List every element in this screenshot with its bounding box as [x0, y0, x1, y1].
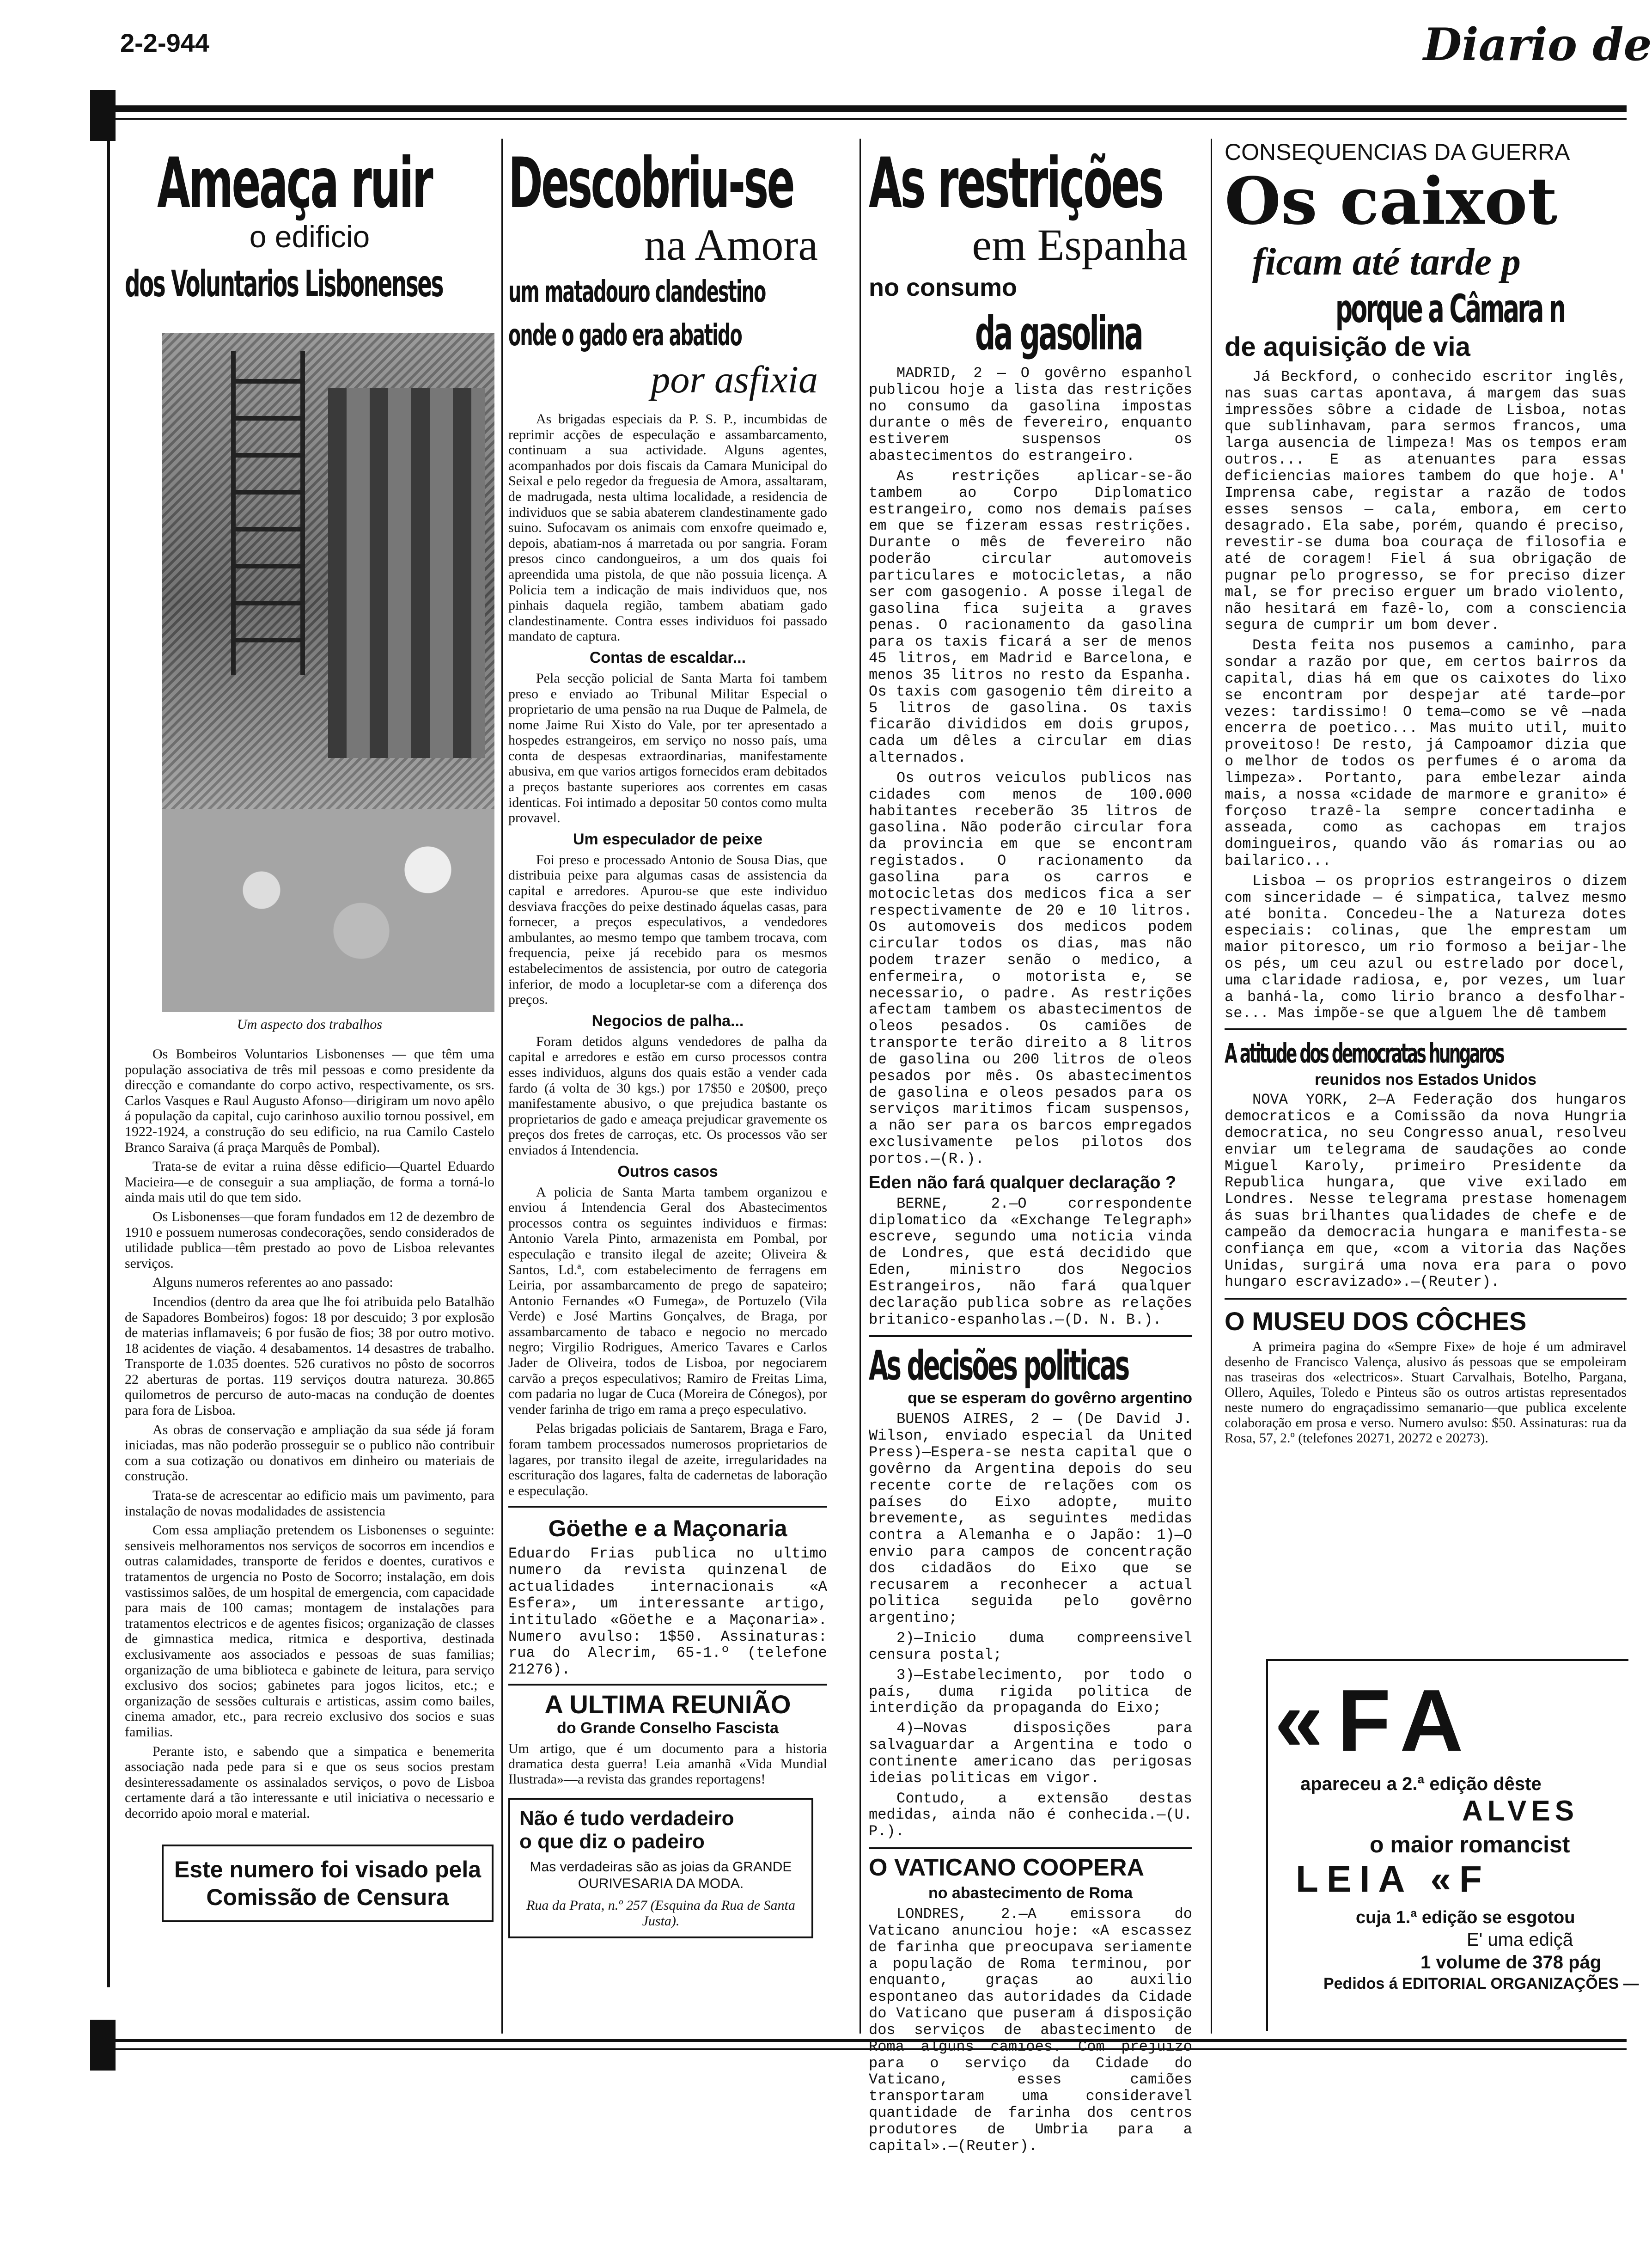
article-restricoes-espanha: [869, 139, 1192, 2155]
newspaper-name: Diario de: [1423, 18, 1652, 71]
paragraph: Foi preso e processado Antonio de Sousa Dias, que distribuia peixe para algumas casas de assistencia da capital e arredores. Apurou-se que este individuo desviava fracções do peixe destinado áquelas casas, para fornecer, a preços especulativos, a vendedores ambulantes, ao mesmo tempo que tambem trocava, com frequencia, peixe já recebido para os mesmos estabelecimentos de assistencia, por outro de categoria inferior, de modo a locupletar-se com a diferença dos preços.: [508, 852, 827, 1008]
ultima-text: Um artigo, que é um documento para a historia dramatica desta guerra! Leia amanhã «Vida Mundial Ilustrada»—a revista das grandes reportagens!: [508, 1741, 827, 1787]
kicker: CONSEQUENCIAS DA GUERRA: [1225, 139, 1570, 165]
scaffolding: [231, 351, 305, 675]
issue-date: 2-2-944: [120, 28, 210, 57]
decisoes-subhead: que se esperam do govêrno argentino: [908, 1389, 1192, 1407]
margin-bar-left: [107, 139, 110, 1987]
headline-line5: por asfixia: [651, 358, 818, 401]
book-ad: [1266, 1659, 1639, 2031]
subhead-outros: Outros casos: [617, 1162, 718, 1180]
headline: Ameaça ruir: [157, 143, 432, 224]
vaticano-headline: O VATICANO COOPERA: [869, 1854, 1145, 1881]
ad-l8: Pedidos á EDITORIAL ORGANIZAÇÕES —: [1323, 1975, 1639, 1992]
photo-works: [162, 333, 494, 1012]
building-facade: [328, 388, 485, 758]
ultima-headline: A ULTIMA REUNIÃO: [544, 1690, 791, 1719]
margin-bar-top: [90, 90, 116, 141]
headline-line4: onde o gado era abatido: [508, 318, 742, 353]
paragraph: Perante isto, e sabendo que a simpatica e benemerita associação nada pede para si e que os seus socios prestam desinteressadamente os assinalados serviços, o povo de Lisboa certamente dará a tão interessante e util iniciativa o necessario e decorrido apoio moral e material.: [125, 1743, 494, 1821]
vaticano-text: LONDRES, 2.—A emissora do Vaticano anunciou hoje: «A escassez de farinha que preocupava seriamente a população de Roma terminou, por enquanto, graças ao auxilio espontaneo das autoridades da Cidade do Vaticano que puseram á disposição dos serviços de abastecimento de Roma alguns camiões. Com prejuizo para o serviço da Cidade do Vaticano, esses camiões transportaram uma consideravel quantidade de farinha dos centros produtores de Umbria para a capital».—(Reuter).: [869, 1906, 1192, 2155]
paragraph: Os Bombeiros Voluntarios Lisbonenses — que têm uma população associativa de três mil pessoas e como presidente da direcção e comandante do corpo activo, respectivamente, os srs. Carlos Vasques e Raul Augusto Afonso—dirigiram um novo apêlo á população da capital, cujo carinhoso auxilio tornou possivel, em 1922-1924, a construção do seu edificio, na rua Camilo Castelo Branco Saraiva (á praça Marquês de Pombal).: [125, 1046, 494, 1155]
goethe-text: Eduardo Frias publica no ultimo numero da revista quinzenal de actualidades internacionais «A Esfera», um interessante artigo, intitulado «Göethe e a Maçonaria». Numero avulso: 1$50. Assinaturas: rua do Alecrim, 65-1.º (telefone 21276).: [508, 1545, 827, 1679]
margin-bar-bottom: [90, 2020, 116, 2071]
eden-headline: Eden não fará qualquer declaração ?: [869, 1173, 1177, 1192]
ad-line1: Não é tudo verdadeiro: [519, 1807, 734, 1830]
headline-line2: na Amora: [644, 220, 818, 269]
paragraph: Alguns numeros referentes ao ano passado:: [152, 1275, 393, 1290]
eden-text: BERNE, 2.—O correspondente diplomatico da «Exchange Telegraph» escreve, segundo uma noticia vinda de Londres, que está decidido que Eden, ministro dos Negocios Estrangeiros, não fará qualquer declaração publica sobre as relações britanico-espanholas.—(D. N. B.).: [869, 1195, 1192, 1328]
column-rule: [860, 139, 861, 2034]
ad-line2: o que diz o padeiro: [519, 1830, 705, 1853]
paragraph: Os outros veiculos publicos nas cidades com menos de 100.000 habitantes receberão 35 litros de gasolina. Não poderão circular fora da provincia em que se encontram registados. O racionamento da gasolina para os carros e motocicletas dos medicos fica a ser respectivamente de 20 e 10 litros. Os automoveis dos medicos podem circular todos os dias, mas não podem trazer senão o medico, a enfermeira, o motorista e, se necessario, o padre. As restrições afectam tambem os abastecimentos de oleos pesados. Os camiões de transporte terão direito a 8 litros de gasolina ou 200 litros de oleos pesados por mês. Os abastecimentos de gasolina e oleos pesados para os serviços maritimos ficam suspensos, a não ser para os barcos empregados exclusivamente pelos pilotos dos portos.—(R.).: [869, 769, 1192, 1167]
museu-text: A primeira pagina do «Sempre Fixe» de hoje é um admiravel desenho de Francisco Valença, alusivo ás pessoas que se empoleiram nas traseiras dos «electricos». Stuart Carvalhais, Botelho, Pargana, Ollero, Aquiles, Toledo e Pinteus são os outros artistas representados neste numero do engraçadissimo semanario—que publica excelente colaboração em prosa e verso. Numero avulso: $50. Assinaturas: rua da Rosa, 57, 2.º (telefones 20271, 20272 e 20273).: [1225, 1339, 1627, 1446]
headline-line3: dos Voluntarios Lisbonenses: [125, 263, 443, 305]
paragraph: Foram detidos alguns vendedores de palha da capital e arredores e estão em curso processos contra esses individuos, alguns dos quais estão a vender cada fardo (á volta de 30 kgs.) por 17$50 e 20$00, preço manifestamente abusivo, o que prejudica bastante os proprietarios de gado e ameaça prejudicar gravemente os preços dos fretes de carroças, etc. Os processos vão ser enviados á Intendencia.: [508, 1033, 827, 1158]
paragraph: Trata-se de acrescentar ao edificio mais um pavimento, para instalação de novas modalidades de assistencia: [125, 1488, 494, 1519]
ad-l5: cuja 1.ª edição se esgotou: [1356, 1908, 1575, 1927]
headline-line4: de aquisição de via: [1225, 332, 1470, 362]
paragraph: As restrições aplicar-se-ão tambem ao Corpo Diplomatico estrangeiro, como nos demais países em que se fizeram essas restrições. Durante o mês de fevereiro não poderão circular automoveis particulares e motocicletas, a não ser com gasogenio. A posse ilegal de gasolina fica sujeita a graves penas. O racionamento da gasolina para os taxis ficará a ser de menos 45 litros, em Madrid e Barcelona, e menos 35 litros no resto da Espanha. Os taxis com gasogenio têm direito a 5 litros de gasolina. Os taxis ficarão divididos em dois grupos, cada um dêles a circular em dias alternados.: [869, 467, 1192, 767]
headline: As restrições: [869, 143, 1163, 224]
photo-caption: Um aspecto dos trabalhos: [237, 1017, 383, 1032]
paragraph: Trata-se de evitar a ruina dêsse edificio—Quartel Eduardo Macieira—e de conseguir a sua ampliação, de forma a torná-lo ainda mais util do que tem sido.: [125, 1159, 494, 1205]
ad-big-title: «FA: [1274, 1672, 1477, 1770]
ad-l7: 1 volume de 378 pág: [1420, 1952, 1602, 1973]
paragraph: MADRID, 2 — O govêrno espanhol publicou hoje a lista das restrições no consumo da gasolina impostas durante o mês de fevereiro, enquanto estiverem suspensos os abastecimentos do estrangeiro.: [869, 365, 1192, 465]
subhead-especulador: Um especulador de peixe: [573, 830, 763, 848]
museu-headline: O MUSEU DOS CÔCHES: [1225, 1307, 1527, 1336]
ourivesaria-ad: [508, 1798, 813, 1938]
paragraph: Já Beckford, o conhecido escritor inglês, nas suas cartas apontava, á margem das suas impressões sôbre a cidade de Lisboa, notas que sublinhavam, para sermos francos, uma larga ausencia de limpeza! Mas os tempos eram outros... E as atenuantes para essas deficiencias maiores tambem do que hoje. A' Imprensa cabe, registar a razão de todos esses sensos — cala, embora, em certo desagrado. Ela sabe, porém, quando é preciso, revestir-se duma boa couraça de filosofia e até de coragem! Fiel á sua obrigação de pugnar pelo progresso, se for preciso dizer mal, se for preciso erguer um brado violento, não hesitará em fazê-lo, com a consciencia segura de cumprir um bom dever.: [1225, 368, 1627, 634]
ad-text: Mas verdadeiras são as joias da GRANDE OURIVESARIA DA MODA.: [530, 1859, 792, 1892]
headline: Os caixot: [1225, 164, 1558, 239]
paragraph: Incendios (dentro da area que lhe foi atribuida pelo Batalhão de Sapadores Bombeiros) fogos: 18 por descuido; 3 por explosão de materias inflamaveis; 6 por fusão de fios; 38 por outro motivo. 18 acidentes de viação. 4 desabamentos. 14 desastres de trabalho. Transporte de 1.035 doentes. 526 curativos no pôsto de socorros 22 aberturas de portas. 119 serviços doutra natureza. 30.865 quilometros de percurso de auto-macas na condução de doentes para fora de Lisboa.: [125, 1294, 494, 1418]
vaticano-subhead: no abastecimento de Roma: [928, 1884, 1133, 1902]
paragraph: BUENOS AIRES, 2 — (De David J. Wilson, enviado especial da United Press)—Espera-se nesta capital que o govêrno da Argentina depois do seu recente corte de relações com os países do Eixo adopte, muito brevemente, as seguintes medidas contra a Alemanha e o Japão: 1)—O envio para campos de concentração dos cidadãos do Eixo que se recusarem a reconhecer a actual politica seguida pelo govêrno argentino;: [869, 1411, 1192, 1627]
paragraph: Os Lisbonenses—que foram fundados em 12 de dezembro de 1910 e possuem numerosas condecorações, sendo considerados de utilidade publica—têm prestado ao povo de Lisboa relevantes serviços.: [125, 1209, 494, 1271]
headline-line3: no consumo: [869, 274, 1017, 301]
paragraph: As obras de conservação e ampliação da sua séde já foram iniciadas, mas não poderão prosseguir se o publico não contribuir com a sua cotização ou donativos em dinheiro ou materiais de construção.: [125, 1422, 494, 1484]
article-matadouro: [508, 139, 827, 2034]
article-body: [125, 1046, 494, 1821]
ad-l3: o maior romancist: [1370, 1832, 1570, 1857]
paragraph: Lisboa — os proprios estrangeiros o dizem com sinceridade — é simpatica, talvez mesmo até bonita. Concedeu-lhe a Natureza dotes especiais: colinas, que lhe emprestam um maior pitoresco, um rio formoso a beijar-lhe os pés, um ceu azul ou estrelado por docel, uma claridade radiosa, e, por vezes, um luar a banhá-la, como lirio branco a desfolhar-se... Mas impõe-se que alguem lhe dê tambem: [1225, 872, 1627, 1022]
rubble: [162, 809, 494, 1012]
ad-l2: ALVES: [1462, 1795, 1579, 1827]
paragraph: 3)—Estabelecimento, por todo o país, duma rigida politica de interdição da propaganda do Eixo;: [869, 1666, 1192, 1717]
ad-l1: apareceu a 2.ª edição dêste: [1300, 1774, 1542, 1794]
paragraph: A policia de Santa Marta tambem organizou e enviou á Intendencia Geral dos Abastecimentos processos contra os seguintes individuos e firmas: Antonio Varela Pinto, armazenista em Pombal, por especulação e transito ilegal de azeite; Oliveira & Santos, Ld.ª, com estabelecimento de ferragens em Leiria, por assambarcamento de prego de sapateiro; Antonio Fernandes «O Fumega», de Portuzelo (Vila Verde) e José Martins Gonçalves, de Braga, por assambarcamento de tabaco e negocio no mercado negro; Virgilio Rodrigues, Americo Tavares e Carlos Jader de Oliveira, todos de Lisboa, por negociarem carvão a preços especulativos; Ramiro de Freitas Lima, com padaria no lugar de Cuca (Moreira de Cónegos), por vender farinha de trigo em rama a preço especulativo.: [508, 1184, 827, 1417]
headline-line4: da gasolina: [975, 306, 1142, 360]
top-rule: [116, 105, 1627, 112]
subhead-palha: Negocios de palha...: [591, 1012, 744, 1030]
paragraph: 2)—Inicio duma compreensivel censura postal;: [869, 1630, 1192, 1663]
paragraph: Com essa ampliação pretendem os Lisbonenses o seguinte: sensiveis melhoramentos nos serviços de socorros em incendios e outras calamidades, transporte de feridos e doentes, curativos e tratamentos de urgencia no Posto de Socorro; instalação, em dois vastissimos salões, de um hospital de emergencia, com capacidade para mais de 100 camas; montagem de instalações para tratamentos electricos e de agentes fisicos; organização de classes de gimnastica medica, ritmica e desportiva, destinada exclusivamente aos associados e pessoas de suas familias; organização de uma biblioteca e gabinete de leitura, para serviço exclusivo dos socios; gabinetes para jogos licitos, etc.; e organização de sessões culturais e artisticas, assim como bailes, cinema amador, etc., para recreio exclusivo dos socios e suas familias.: [125, 1522, 494, 1740]
column-rule: [1211, 139, 1212, 2034]
censor-box: Este numero foi visado pela Comissão de Censura: [162, 1845, 494, 1922]
decisoes-headline: As decisões politicas: [869, 1342, 1128, 1390]
ad-l4: LEIA «F: [1296, 1858, 1490, 1900]
article-edificio-voluntarios: [125, 139, 494, 2034]
hungaros-subhead: reunidos nos Estados Unidos: [1315, 1071, 1536, 1089]
headline-line2: ficam até tarde p: [1252, 240, 1521, 283]
headline: Descobriu-se: [508, 143, 793, 224]
ad-l6: E' uma ediçã: [1467, 1930, 1573, 1950]
top-rule-thin: [116, 118, 1627, 120]
ad-address: Rua da Prata, n.º 257 (Esquina da Rua de Santa Justa).: [526, 1898, 795, 1929]
headline-line3: porque a Câmara n: [1335, 286, 1565, 331]
paragraph: Contudo, a extensão destas medidas, ainda não é conhecida.—(U. P.).: [869, 1790, 1192, 1840]
hungaros-text: NOVA YORK, 2—A Federação dos hungaros democraticos e a Comissão da nova Hungria democratica, no seu Congresso anual, resolveu enviar um telegrama de saudações ao conde Miguel Karoly, primeiro Presidente da Republica hungara, que vive exilado em Londres. Nesse telegrama prestase homenagem ás suas brilhantes qualidades de chefe e de campeão da democracia hungara e manifesta-se confiança em que, «com a vitoria das Nações Unidas, surgirá uma nova era para o povo hungaro escravizado».—(Reuter).: [1225, 1091, 1627, 1291]
paragraph: Desta feita nos pusemos a caminho, para sondar a razão por que, em certos bairros da capital, dias há em que os caixotes do lixo se encontram por despejar até tarde—por vezes: tardissimo! O tema—como se vê —nada encerra de poetico... Mas muito util, muito proveitoso! De resto, já Campoamor dizia que o melhor de todos os perfumes é o aroma da limpeza». Portanto, para embelezar ainda mais, a nossa «cidade de marmore e granito» é forçoso trazê-la sempre concertadinha e asseada, como as cachopas em trajos domingueiros, quando vão ás romarias ou ao bailarico...: [1225, 637, 1627, 870]
paragraph: 4)—Novas disposições para salvaguardar a Argentina e todo o continente americano das perigosas ideias politicas em vigor.: [869, 1720, 1192, 1787]
subhead-contas: Contas de escaldar...: [589, 648, 746, 666]
paragraph: As brigadas especiais da P. S. P., incumbidas de reprimir acções de especulação e assambarcamento, continuam a sua actividade. Alguns agentes, acompanhados por dois fiscais da Camara Municipal do Seixal e pelo regedor da freguesia de Amora, assaltaram, de madrugada, nesta ultima localidade, a residencia de individuos que se sabia abaterem clandestinamente gado suino. Sufocavam os animais com enxofre queimado e, depois, abatiam-nos á marretada ou por sangria. Foram presos cinco candongueiros, a um dos quais foi apreendida uma pistola, de que não possuia licença. A Policia tem a indicação de mais individuos que, nos pinhais daquela região, tambem abatiam gado clandestinamente. Contra esses individuos foi passado mandato de captura.: [508, 411, 827, 644]
goethe-headline: Göethe e a Maçonaria: [548, 1515, 787, 1542]
column-rule: [501, 139, 503, 2034]
ultima-subhead: do Grande Conselho Fascista: [557, 1719, 779, 1737]
paragraph: Pela secção policial de Santa Marta foi tambem preso e enviado ao Tribunal Militar Especial o proprietario de uma pensão na rua Duque de Palmela, de nome Jaime Rui Xisto do Vale, por ter apresentado a hospedes estrangeiros, em serviço no nosso país, uma conta de despesas extraordinarias, manifestamente abusiva, em que varios artigos fornecidos eram debitados a preços bastante superiores aos correntes em casas identicas. Foi intimado a depositar 50 contos como multa provavel.: [508, 670, 827, 826]
article-caixotes: [1225, 139, 1627, 1655]
headline-line2: em Espanha: [972, 220, 1188, 269]
hungaros-headline: A atitude dos democratas hungaros: [1225, 1038, 1503, 1069]
paragraph: Pelas brigadas policiais de Santarem, Braga e Faro, foram tambem processados numerosos proprietarios de lagares, por transito ilegal de azeite, irregularidades na escrituração dos lagares, falta de cadernetas de laboração e especulação.: [508, 1421, 827, 1498]
headline-line2: o edificio: [249, 220, 370, 254]
headline-line3: um matadouro clandestino: [508, 275, 766, 309]
